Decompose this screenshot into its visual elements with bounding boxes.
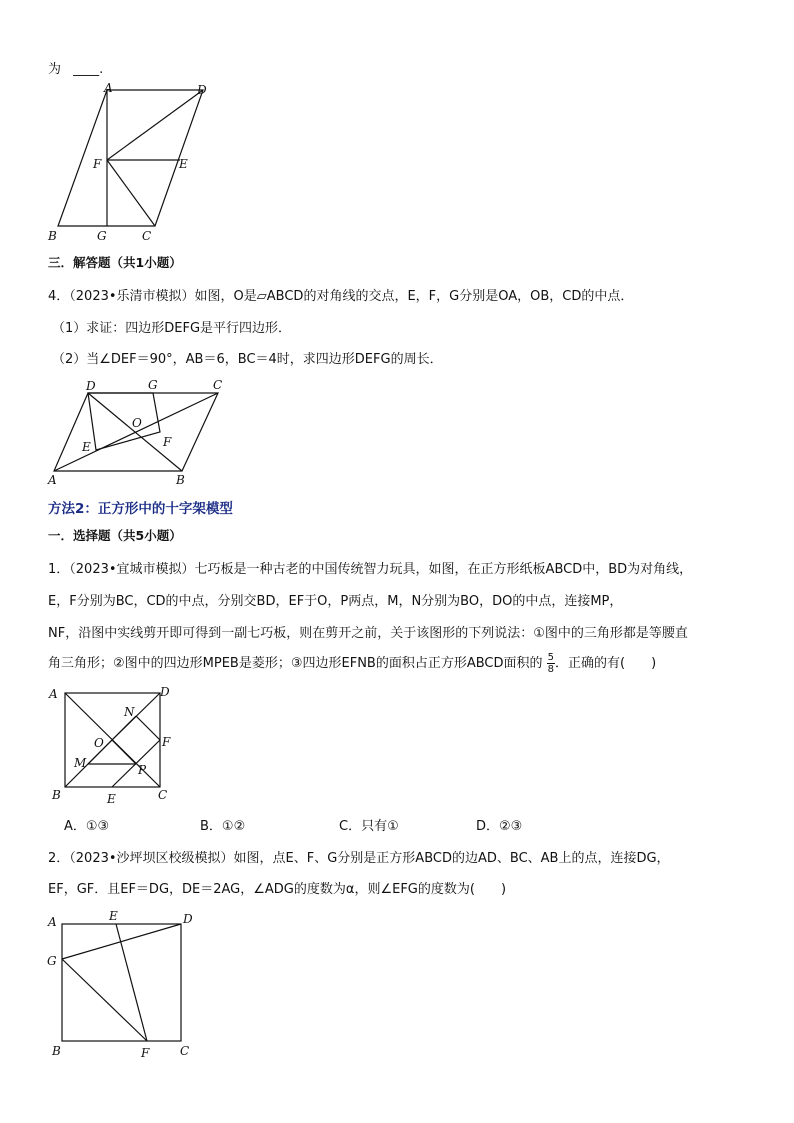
fig2-label-O: O xyxy=(132,416,142,430)
fig4-label-C: C xyxy=(180,1044,190,1058)
fig2-label-G: G xyxy=(148,378,158,392)
fig2-diagonal-AC xyxy=(54,393,218,471)
fig4-line-GD xyxy=(62,924,181,959)
q2-source: （2023•沙坪坝区校级模拟） xyxy=(69,851,234,866)
fig3-label-M: M xyxy=(74,756,87,770)
fig4-line-EF xyxy=(116,924,147,1041)
fig1-line-FD xyxy=(107,90,203,160)
q1-option-c[interactable]: C．只有① xyxy=(339,819,399,834)
q4-text: 如图，O是▱ABCD的对角线的交点，E，F，G分别是OA，OB，CD的中点． xyxy=(194,289,634,304)
section-heading-3: 三．解答题（共1小题） xyxy=(48,255,182,270)
q4-source: （2023•乐清市模拟） xyxy=(69,289,195,304)
fig1-label-F: F xyxy=(93,157,102,171)
fig4-label-E: E xyxy=(109,909,118,923)
fig1-label-D: D xyxy=(197,83,207,97)
fig3-label-D: D xyxy=(160,685,170,699)
fig2-label-E: E xyxy=(82,440,91,454)
fig3-label-P: P xyxy=(138,763,147,777)
q1-option-b[interactable]: B．①② xyxy=(200,819,246,834)
q1-text-4b: ．正确的有( ) xyxy=(555,656,657,671)
q4-part2: （2）当∠DEF＝90°，AB＝6，BC＝4时，求四边形DEFG的周长． xyxy=(52,352,443,367)
fig2-label-D: D xyxy=(86,379,96,393)
fig3-label-F: F xyxy=(162,735,171,749)
q1-source: （2023•宜城市模拟） xyxy=(69,562,195,577)
fig3-label-E: E xyxy=(107,792,116,806)
q1-frac-den: 8 xyxy=(547,664,555,675)
answer-prefix: 为 xyxy=(48,62,62,77)
fig1-label-C: C xyxy=(142,229,152,243)
fig4-label-B: B xyxy=(52,1044,61,1058)
fig2-label-F: F xyxy=(163,435,172,449)
fig3-label-B: B xyxy=(52,788,61,802)
fig4-line-GF xyxy=(62,959,147,1041)
fig3-label-C: C xyxy=(158,788,168,802)
answer-blank: ____ xyxy=(73,62,100,77)
q1-text-1: 七巧板是一种古老的中国传统智力玩具，如图，在正方形纸板ABCD中，BD为对角线， xyxy=(194,562,693,577)
fig4-label-G: G xyxy=(47,954,57,968)
fig1-label-A: A xyxy=(104,81,113,95)
fig1-line-FC xyxy=(107,160,155,226)
fig2-label-C: C xyxy=(213,378,223,392)
q1-line4 xyxy=(48,652,656,675)
q2-line1 xyxy=(48,847,670,866)
fig3-label-A: A xyxy=(49,687,58,701)
method-heading: 方法2：正方形中的十字架模型 xyxy=(48,501,233,517)
q4-line1 xyxy=(48,285,633,304)
q2-line2: EF，GF．且EF＝DG，DE＝2AG，∠ADG的度数为α，则∠EFG的度数为( ) xyxy=(48,882,507,897)
answer-end: . xyxy=(99,62,104,77)
q1-line1 xyxy=(48,558,692,577)
fig4-label-D: D xyxy=(183,912,193,926)
q2-text-1: 如图，点E、F、G分别是正方形ABCD的边AD、BC、AB上的点，连接DG， xyxy=(233,851,670,866)
q4-part1: （1）求证：四边形DEFG是平行四边形． xyxy=(52,321,292,336)
fig3-line-PO xyxy=(112,740,136,764)
q1-line3: NF，沿图中实线剪开即可得到一副七巧板，则在剪开之前，关于该图形的下列说法：①图中的三角形都是等腰直 xyxy=(48,626,688,641)
q1-frac-num: 5 xyxy=(547,652,555,663)
fig4-label-A: A xyxy=(48,915,57,929)
fig4-label-F: F xyxy=(141,1046,150,1060)
fig2-label-A: A xyxy=(48,473,57,487)
q1-fraction xyxy=(547,652,555,675)
q1-number: 1． xyxy=(48,562,70,577)
q1-option-d[interactable]: D．②③ xyxy=(476,819,523,834)
q1-line2: E，F分别为BC，CD的中点，分别交BD，EF于O，P两点，M，N分别为BO，DO的中点，连接MP， xyxy=(48,594,623,609)
fig3-line-NF xyxy=(136,716,160,740)
fig2-label-B: B xyxy=(176,473,185,487)
q1-text-4a: 角三角形；②图中的四边形MPEB是菱形；③四边形EFNB的面积占正方形ABCD面积的 xyxy=(48,656,543,671)
section-heading-1: 一．选择题（共5小题） xyxy=(48,528,182,543)
fig1-label-G: G xyxy=(97,229,107,243)
fig1-label-B: B xyxy=(48,229,57,243)
fig3-label-O: O xyxy=(94,736,104,750)
fig1-label-E: E xyxy=(179,157,188,171)
q1-option-a[interactable]: A．①③ xyxy=(64,819,110,834)
fig3-label-N: N xyxy=(124,705,135,719)
q2-number: 2． xyxy=(48,851,70,866)
q4-number: 4． xyxy=(48,289,70,304)
